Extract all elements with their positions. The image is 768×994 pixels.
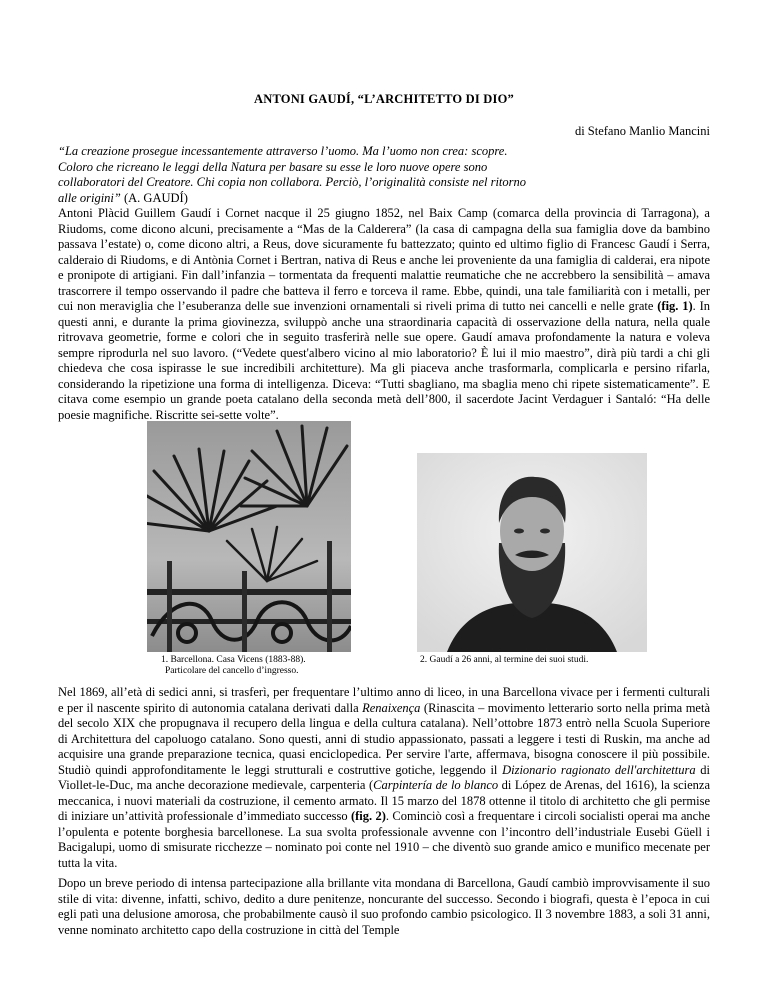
epigraph-text: “La creazione prosegue incessantemente attraverso l’uomo. Ma l’uomo non crea: scopre. Coloro che ricreano le leggi della Natura per basare su esse le loro nuove opere sono collaboratori del Creatore. Chi copia non collabora. Perciò, l’originalità consiste nel ritorno alle origini” bbox=[58, 144, 527, 205]
epigraph-quote bbox=[58, 144, 538, 206]
figure-2-caption: 2. Gaudí a 26 anni, al termine dei suoi studi. bbox=[420, 655, 589, 665]
figure-2-reference: (fig. 2) bbox=[350, 809, 386, 823]
dizionario-title: Dizionario ragionato dell'architettura bbox=[502, 762, 696, 777]
paragraph-2 bbox=[58, 685, 710, 871]
epigraph-attribution: (A. GAUDÍ) bbox=[120, 190, 188, 205]
figure-1-caption-line-1: 1. Barcellona. Casa Vicens (1883-88). bbox=[161, 655, 306, 665]
paragraph-1-part2: . In questi anni, e durante la prima giovinezza, sviluppò anche una straordinaria capacità di osservazione della natura, nella quale ritrovava geometrie, forme e colori che in seguito trasferirà nelle sue opere. Gaudí amava profondamente la natura e voleva sempre riprodurla nel suo lavoro. (“Vedete quest'albero vicino al mio laboratorio? È lui il mio maestro”, dirà più tardi a chi gli chiedeva che cosa ispirasse le sue incredibili architetture). Ma gli piaceva anche trasformarla, complicarla e persino rifarla, considerando la ripetizione una forma di intelligenza. Diceva: “Tutti sbagliano, ma sbaglia meno chi ripete sistematicamente”. E citava come esempio un grande poeta catalano della seconda metà dell’800, il sacerdote Jacint Verdaguer i Santaló: “Ha delle poesie magnifiche. Riscritte sei-sette volte”. bbox=[58, 299, 711, 422]
paragraph-2-part-e: . Cominciò così a frequentare i circoli socialisti operai ma anche l’opulenta e potente borghesia barcellonese. La sua svolta professionale avvenne con l’incontro dell’industriale Eusebi Güell i Bacigalupi, uomo di smisurate ricchezze – nominato poi conte nel 1910 – che diventò suo grande amico e munifico mecenate per tutta la vita. bbox=[58, 809, 710, 870]
renaixenca-term: Renaixença bbox=[362, 700, 421, 715]
carpinteria-title: Carpintería de lo blanco bbox=[373, 778, 499, 792]
portrait-photo-icon bbox=[417, 453, 647, 652]
paragraph-2-part-b: (Rinascita – movimento letterario sorto nella prima metà del secolo XIX che propugnava il recupero della lingua e della cultura catalana). Nell’ottobre 1873 entrò nella Scuola Superiore di Architettura del capoluogo catalano. Sono questi, anni di studio appassionato, passati a leggere i testi di Ruskin, ma anche ad acquisire una grande preparazione tecnica, quasi enciclopedica. Per servire l'arte, affermava, bisogna conoscere il più possibile. Studiò quindi approfonditamente le leggi strutturali e costruttive gotiche, leggendo il bbox=[58, 700, 710, 777]
figure-1-gate-image bbox=[147, 421, 351, 652]
article-title: ANTONI GAUDÍ, “L’ARCHITETTO DI DIO” bbox=[254, 92, 514, 106]
figure-1-caption-line-2: Particolare del cancello d’ingresso. bbox=[165, 666, 299, 676]
paragraph-2-part-d: di López de Arenas, del 1616), la scienza meccanica, i nuovi materiali da costruzione, il cemento armato. Il 15 marzo del 1878 ottenne il titolo di architetto che gli permise di iniziare un’attività professionale d’immediato successo bbox=[58, 778, 711, 823]
paragraph-1-part1: Antoni Plàcid Guillem Gaudí i Cornet nacque il 25 giugno 1852, nel Baix Camp (comarca della provincia di Tarragona), a Riudoms, come dicono alcuni, precisamente a “Mas de la Calderera” (la casa di campagna della sua famiglia dove da bambino passava l’estate) o, come dicono altri, a Reus, dove sicuramente fu battezzato; quinto ed ultimo figlio di Francesc Gaudí i Serra, calderaio di Riudoms, e di Antònia Cornet i Bertran, nativa di Reus e anche lei proveniente da una famiglia di calderai, era nipote e pronipote di artigiani. Fin dall’infanzia – tormentata da frequenti malattie reumatiche che ne accrebbero la sensibilità – amava trascorrere il tempo osservando il padre che batteva il ferro e torceva il rame. Ebbe, quindi, una tale familiarità con i metalli, per cui non meraviglia che l’esuberanza delle sue invenzioni ornamentali si riveli prima di tutto nei cancelli e nelle grate bbox=[58, 206, 710, 313]
paragraph-2-part-a: Nel 1869, all’età di sedici anni, si trasferì, per frequentare l’ultimo anno di liceo, in una Barcellona vivace per i fermenti culturali e per il nascente spirito di autonomia catalana derivati dalla bbox=[58, 685, 710, 715]
figure-1-caption bbox=[161, 655, 351, 677]
paragraph-2-part-c: di Viollet-le-Duc, ma anche decorazione medievale, carpenteria ( bbox=[58, 762, 710, 792]
figure-1-reference: (fig. 1) bbox=[657, 299, 693, 313]
gate-photo-icon bbox=[147, 421, 351, 652]
figure-2-portrait-image bbox=[417, 453, 647, 652]
article-author: di Stefano Manlio Mancini bbox=[574, 124, 710, 138]
paragraph-1 bbox=[58, 206, 710, 423]
paragraph-3: Dopo un breve periodo di intensa partecipazione alla brillante vita mondana di Barcellona, Gaudí cambiò improvvisamente il suo stile di vita: divenne, infatti, schivo, dedito a dure penitenze, noncurante del successo. Secondo i biografi, questa è l’epoca in cui egli patì una delusione amorosa, che probabilmente causò il suo profondo cambio psicologico. Il 3 novembre 1883, a soli 31 anni, venne nominato architetto capo della costruzione in città del Temple bbox=[58, 876, 710, 937]
